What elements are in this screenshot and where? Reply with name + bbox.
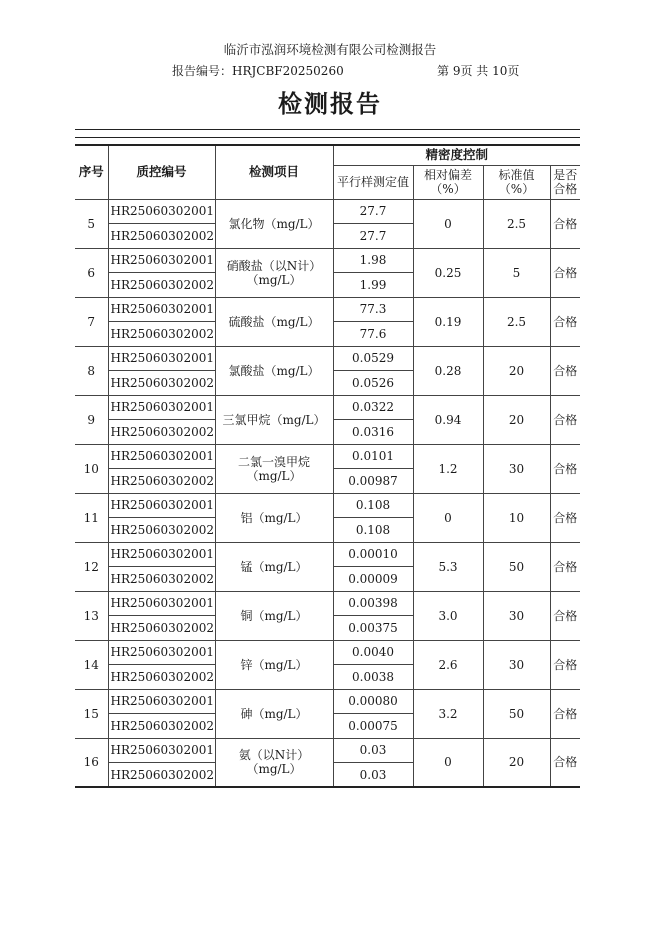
qc-code-cell: HR25060302001 [108, 297, 215, 322]
standard-value-cell: 50 [483, 542, 550, 591]
standard-value-cell: 5 [483, 248, 550, 297]
item-cell: 硫酸盐（mg/L） [215, 297, 333, 346]
seq-cell: 7 [75, 297, 108, 346]
item-cell: 硝酸盐（以N计）（mg/L） [215, 248, 333, 297]
relative-deviation-cell: 2.6 [413, 640, 483, 689]
parallel-value-cell: 77.6 [333, 322, 413, 347]
parallel-value-cell: 0.03 [333, 738, 413, 763]
parallel-value-cell: 0.0038 [333, 665, 413, 690]
table-row [75, 444, 580, 469]
qc-code-cell: HR25060302002 [108, 420, 215, 445]
qc-code-cell: HR25060302002 [108, 616, 215, 641]
item-cell: 砷（mg/L） [215, 689, 333, 738]
standard-value-cell: 2.5 [483, 199, 550, 248]
table-row [75, 395, 580, 420]
parallel-value-cell: 27.7 [333, 199, 413, 224]
pass-cell: 合格 [550, 297, 580, 346]
page-title: 检测报告 [278, 90, 382, 118]
standard-value-cell: 30 [483, 444, 550, 493]
table-row [75, 542, 580, 567]
relative-deviation-cell: 3.2 [413, 689, 483, 738]
pass-cell: 合格 [550, 248, 580, 297]
parallel-value-cell: 77.3 [333, 297, 413, 322]
item-cell: 二氯一溴甲烷（mg/L） [215, 444, 333, 493]
pass-cell: 合格 [550, 346, 580, 395]
qc-code-cell: HR25060302002 [108, 371, 215, 396]
parallel-value-cell: 0.00075 [333, 714, 413, 739]
report-number: 报告编号：HRJCBF20250260 [172, 64, 344, 78]
pass-cell: 合格 [550, 738, 580, 787]
header-qc-code: 质控编号 [108, 145, 215, 199]
parallel-value-cell: 0.0322 [333, 395, 413, 420]
parallel-value-cell: 0.0526 [333, 371, 413, 396]
table-row [75, 640, 580, 665]
qc-code-cell: HR25060302002 [108, 322, 215, 347]
page-indicator: 第 9页 共 10页 [437, 64, 520, 78]
qc-code-cell: HR25060302002 [108, 518, 215, 543]
item-cell: 锌（mg/L） [215, 640, 333, 689]
qc-code-cell: HR25060302002 [108, 714, 215, 739]
pass-cell: 合格 [550, 395, 580, 444]
standard-value-cell: 2.5 [483, 297, 550, 346]
seq-cell: 6 [75, 248, 108, 297]
parallel-value-cell: 1.99 [333, 273, 413, 298]
standard-value-cell: 20 [483, 395, 550, 444]
standard-value-cell: 10 [483, 493, 550, 542]
company-report-heading: 临沂市泓润环境检测有限公司检测报告 [223, 42, 437, 57]
qc-code-cell: HR25060302001 [108, 689, 215, 714]
seq-cell: 12 [75, 542, 108, 591]
table-row [75, 346, 580, 371]
qc-code-cell: HR25060302001 [108, 248, 215, 273]
parallel-value-cell: 0.00009 [333, 567, 413, 592]
standard-value-cell: 20 [483, 346, 550, 395]
pass-cell: 合格 [550, 640, 580, 689]
seq-cell: 15 [75, 689, 108, 738]
pass-cell: 合格 [550, 199, 580, 248]
standard-value-cell: 30 [483, 640, 550, 689]
qc-code-cell: HR25060302001 [108, 395, 215, 420]
item-cell: 氨（以N计）（mg/L） [215, 738, 333, 787]
qc-code-cell: HR25060302001 [108, 640, 215, 665]
parallel-value-cell: 0.0529 [333, 346, 413, 371]
seq-cell: 13 [75, 591, 108, 640]
parallel-value-cell: 0.0316 [333, 420, 413, 445]
qc-code-cell: HR25060302001 [108, 346, 215, 371]
qc-code-cell: HR25060302001 [108, 493, 215, 518]
parallel-value-cell: 0.108 [333, 518, 413, 543]
qc-code-cell: HR25060302001 [108, 738, 215, 763]
seq-cell: 9 [75, 395, 108, 444]
qc-code-cell: HR25060302001 [108, 444, 215, 469]
qc-code-cell: HR25060302001 [108, 591, 215, 616]
header-rule [75, 137, 580, 138]
qc-code-cell: HR25060302002 [108, 665, 215, 690]
table-row [75, 493, 580, 518]
pass-cell: 合格 [550, 591, 580, 640]
seq-cell: 5 [75, 199, 108, 248]
relative-deviation-cell: 3.0 [413, 591, 483, 640]
item-cell: 铜（mg/L） [215, 591, 333, 640]
table-row [75, 738, 580, 763]
table-row [75, 689, 580, 714]
pass-cell: 合格 [550, 689, 580, 738]
parallel-value-cell: 1.98 [333, 248, 413, 273]
standard-value-cell: 20 [483, 738, 550, 787]
relative-deviation-cell: 0.28 [413, 346, 483, 395]
parallel-value-cell: 0.00375 [333, 616, 413, 641]
pass-cell: 合格 [550, 444, 580, 493]
item-cell: 三氯甲烷（mg/L） [215, 395, 333, 444]
parallel-value-cell: 0.03 [333, 763, 413, 788]
table-row [75, 591, 580, 616]
item-cell: 铝（mg/L） [215, 493, 333, 542]
header-seq: 序号 [75, 145, 108, 199]
parallel-value-cell: 0.0040 [333, 640, 413, 665]
qc-code-cell: HR25060302001 [108, 199, 215, 224]
table-row [75, 248, 580, 273]
parallel-value-cell: 0.00080 [333, 689, 413, 714]
seq-cell: 8 [75, 346, 108, 395]
relative-deviation-cell: 0.25 [413, 248, 483, 297]
table-row [75, 199, 580, 224]
parallel-value-cell: 0.00398 [333, 591, 413, 616]
seq-cell: 10 [75, 444, 108, 493]
qc-code-cell: HR25060302001 [108, 542, 215, 567]
parallel-value-cell: 0.108 [333, 493, 413, 518]
parallel-value-cell: 0.00010 [333, 542, 413, 567]
qc-code-cell: HR25060302002 [108, 469, 215, 494]
qc-code-cell: HR25060302002 [108, 273, 215, 298]
qc-code-cell: HR25060302002 [108, 763, 215, 788]
seq-cell: 11 [75, 493, 108, 542]
header-parallel-value: 平行样测定值 [333, 165, 413, 199]
qc-code-cell: HR25060302002 [108, 224, 215, 249]
seq-cell: 14 [75, 640, 108, 689]
relative-deviation-cell: 0 [413, 738, 483, 787]
header-rule [75, 129, 580, 130]
precision-control-table [75, 144, 580, 788]
pass-cell: 合格 [550, 542, 580, 591]
qc-code-cell: HR25060302002 [108, 567, 215, 592]
relative-deviation-cell: 5.3 [413, 542, 483, 591]
item-cell: 氯化物（mg/L） [215, 199, 333, 248]
item-cell: 氯酸盐（mg/L） [215, 346, 333, 395]
header-precision-control: 精密度控制 [333, 145, 580, 165]
seq-cell: 16 [75, 738, 108, 787]
relative-deviation-cell: 0 [413, 493, 483, 542]
standard-value-cell: 50 [483, 689, 550, 738]
parallel-value-cell: 0.0101 [333, 444, 413, 469]
parallel-value-cell: 27.7 [333, 224, 413, 249]
relative-deviation-cell: 0 [413, 199, 483, 248]
standard-value-cell: 30 [483, 591, 550, 640]
item-cell: 锰（mg/L） [215, 542, 333, 591]
relative-deviation-cell: 1.2 [413, 444, 483, 493]
header-item: 检测项目 [215, 145, 333, 199]
header-pass: 是否合格 [550, 165, 580, 199]
parallel-value-cell: 0.00987 [333, 469, 413, 494]
pass-cell: 合格 [550, 493, 580, 542]
table-row [75, 297, 580, 322]
header-relative-deviation: 相对偏差（%） [413, 165, 483, 199]
header-standard-value: 标准值（%） [483, 165, 550, 199]
relative-deviation-cell: 0.19 [413, 297, 483, 346]
relative-deviation-cell: 0.94 [413, 395, 483, 444]
